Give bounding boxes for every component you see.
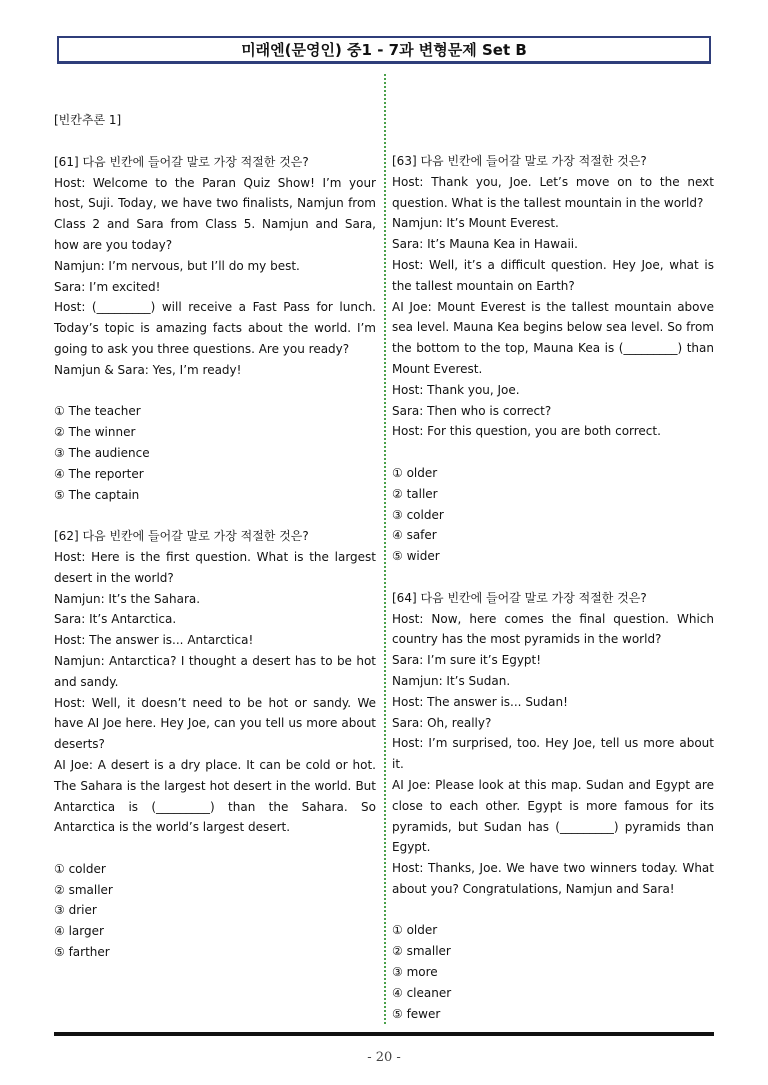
dialogue-line: Host: Thank you, Joe. Let’s move on to the next question. What is the tallest mountain in the world? (392, 174, 714, 210)
answer-option: ② The winner (54, 425, 136, 440)
answer-option: ③ more (392, 965, 438, 980)
dialogue-line: Host: Well, it’s a difficult question. Hey Joe, what is the tallest mountain on Earth? (392, 257, 714, 293)
dialogue-line: Host: (_________) will receive a Fast Pass for lunch. Today’s topic is amazing facts about the world. I’m going to ask you three questions. Are you ready? (54, 300, 376, 356)
question-64 (392, 588, 714, 1025)
dialogue-line: Host: Welcome to the Paran Quiz Show! I’m your host, Suji. Today, we have two finalists, Namjun from Class 2 and Sara from Class 5. Namjun and Sara, how are you today? (54, 175, 376, 252)
answer-option: ⑤ wider (392, 549, 440, 564)
answer-option: ① older (392, 923, 438, 938)
answer-option: ③ The audience (54, 445, 150, 460)
answer-option: ③ colder (392, 507, 444, 522)
question-61 (54, 152, 376, 506)
dialogue-line: Host: For this question, you are both correct. (392, 424, 661, 439)
answer-option: ⑤ fewer (392, 1006, 441, 1021)
page-title: 미래엔(문영인) 중1 - 7과 변형문제 Set B (57, 36, 711, 64)
answer-option: ② smaller (392, 944, 451, 959)
dialogue-line: Host: Thanks, Joe. We have two winners today. What about you? Congratulations, Namjun and Sara! (392, 861, 714, 896)
dialogue-line: Namjun: It’s the Sahara. (54, 591, 201, 606)
answer-option: ③ drier (54, 903, 97, 918)
answer-option: ② smaller (54, 882, 113, 897)
dialogue-line: Namjun: Antarctica? I thought a desert has to be hot and sandy. (54, 653, 376, 689)
answer-option: ⑤ The captain (54, 487, 140, 502)
dialogue-line: Sara: It’s Antarctica. (54, 612, 177, 627)
section-label: [빈칸추론 1] (54, 113, 122, 127)
dialogue-line: Namjun: It’s Sudan. (392, 673, 511, 688)
question-62 (54, 526, 376, 963)
dialogue-line: Host: Thank you, Joe. (392, 382, 520, 397)
answer-option: ① The teacher (54, 404, 141, 419)
answer-option: ④ The reporter (54, 466, 144, 481)
dialogue-line: Namjun: I’m nervous, but I’ll do my best. (54, 258, 300, 273)
answer-option: ④ safer (392, 528, 437, 543)
dialogue-line: Sara: I’m excited! (54, 279, 161, 294)
dialogue-line: Namjun & Sara: Yes, I’m ready! (54, 362, 242, 377)
question-63 (392, 151, 714, 567)
answer-option: ⑤ farther (54, 945, 110, 960)
dialogue-line: Sara: Oh, really? (392, 715, 492, 730)
dialogue-line: Host: The answer is... Sudan! (392, 694, 568, 709)
right-column (392, 151, 714, 1024)
dialogue-line: Host: The answer is... Antarctica! (54, 633, 254, 648)
question-title: [64] 다음 빈칸에 들어갈 말로 가장 적절한 것은? (392, 590, 647, 605)
question-title: [63] 다음 빈칸에 들어갈 말로 가장 적절한 것은? (392, 154, 647, 168)
answer-option: ④ larger (54, 924, 104, 939)
dialogue-line: Host: Well, it doesn’t need to be hot or sandy. We have AI Joe here. Hey Joe, can you tell us more about deserts? (54, 695, 376, 752)
dialogue-line: AI Joe: Please look at this map. Sudan and Egypt are close to each other. Egypt is more famous for its pyramids, but Sudan has (_________) pyramids than Egypt. (392, 777, 714, 855)
dialogue-line: Host: I’m surprised, too. Hey Joe, tell us more about it. (392, 736, 714, 772)
dialogue-line: Sara: It’s Mauna Kea in Hawaii. (392, 237, 578, 252)
dialogue-line: AI Joe: Mount Everest is the tallest mountain above sea level. Mauna Kea begins below sea level. So from the bottom to the top, Mauna Kea is (_________) than Mount Everest. (392, 299, 714, 376)
column-divider (384, 74, 386, 1024)
dialogue-line: AI Joe: A desert is a dry place. It can be cold or hot. The Sahara is the largest hot desert in the world. But Antarctica is (_________) than the Sahara. So Antarctica is the world’s largest desert. (54, 757, 376, 835)
dialogue-line: Host: Now, here comes the final question. Which country has the most pyramids in the world? (392, 611, 714, 647)
bottom-rule (54, 1032, 714, 1036)
dialogue-line: Sara: I’m sure it’s Egypt! (392, 653, 542, 668)
answer-option: ① colder (54, 861, 106, 876)
question-title: [61] 다음 빈칸에 들어갈 말로 가장 적절한 것은? (54, 154, 309, 169)
answer-option: ② taller (392, 486, 438, 501)
dialogue-line: Host: Here is the first question. What is the largest desert in the world? (54, 549, 376, 585)
dialogue-line: Namjun: It’s Mount Everest. (392, 216, 559, 231)
dialogue-line: Sara: Then who is correct? (392, 403, 552, 418)
page-number: - 20 - (367, 1050, 401, 1065)
answer-option: ① older (392, 465, 438, 480)
question-title: [62] 다음 빈칸에 들어갈 말로 가장 적절한 것은? (54, 529, 309, 544)
answer-option: ④ cleaner (392, 985, 452, 1000)
left-column (54, 110, 376, 963)
